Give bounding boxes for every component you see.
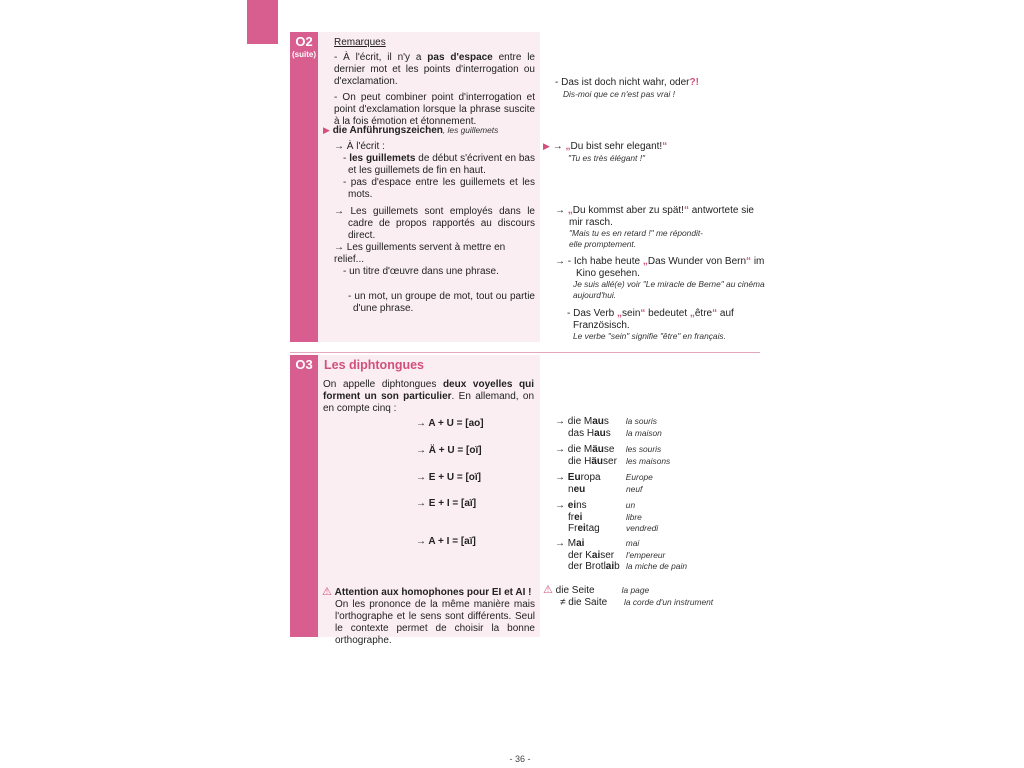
- ecrit-bullet-1: - les guillemets de début s'écrivent en bas et les guillemets de fin en haut.: [343, 153, 535, 176]
- diphtong-example-4: → eins un frei libre Freitag vendredi: [555, 500, 659, 534]
- rule-1: → A + U = [ao]: [416, 418, 484, 429]
- diphtong-example-1: → die Maus la souris das Haus la maison: [555, 416, 662, 439]
- remarque-1: - À l'écrit, il n'y a pas d'espace entre le dernier mot et les points d'interrogation ou d'exclamation.: [334, 52, 535, 87]
- example-2: ▶ → „Du bist sehr elegant!“ "Tu es très élégant !": [543, 141, 668, 163]
- remarques-block: [334, 37, 535, 128]
- diphtong-intro: On appelle diphtongues deux voyelles qui forment un son particulier. En allemand, on en compte cinq :: [323, 379, 535, 414]
- section-02-suite: (suite): [292, 50, 316, 59]
- rule-4: → E + I = [aï]: [416, 498, 477, 509]
- warning-icon: ⚠: [322, 586, 332, 598]
- rule-3: → E + U = [oï]: [416, 472, 482, 483]
- remarques-title: Remarques: [334, 37, 386, 48]
- relief-bullet-1: - un titre d'œuvre dans une phrase.: [343, 266, 499, 277]
- relief-bullet-2: - un mot, un groupe de mot, tout ou partie d'une phrase.: [348, 291, 535, 314]
- homophone-examples: ⚠ die Seite la page ≠ die Saite la corde d'un instrument: [543, 584, 714, 608]
- rule-2: → Ä + U = [oï]: [416, 445, 482, 456]
- relief-block: [334, 242, 535, 315]
- section-divider: [290, 352, 760, 353]
- relief-title: → Les guillements servent à mettre en relief...: [334, 242, 506, 265]
- diphtong-example-2: → die Mäuse les souris die Häuser les maisons: [555, 444, 671, 467]
- corner-tab: [247, 0, 278, 44]
- ecrit-block: [334, 141, 535, 201]
- ecrit-title: → À l'écrit :: [334, 141, 385, 152]
- warning-icon: ⚠: [543, 584, 553, 596]
- example-1: - Das ist doch nicht wahr, oder?! Dis-moi que ce n'est pas vrai !: [555, 77, 699, 99]
- example-5: - Das Verb „sein“ bedeutet „être“ auf Französisch. Le verbe "sein" signifie "être" en français.: [567, 308, 734, 341]
- warning-block: ⚠ Attention aux homophones pour EI et AI ! On les prononce de la même manière mais l'orthographe et le sens sont différents. Seul le contexte permet de choisir la bonne orthographe.: [322, 586, 535, 646]
- section-03-title: Les diphtongues: [324, 358, 424, 372]
- example-3: → „Du kommst aber zu spät!“ antwortete sie mir rasch. "Mais tu es en retard !" me répondit-elle promptement.: [555, 205, 754, 249]
- section-02-sidebar: [290, 32, 318, 342]
- diphtong-example-5: → Mai mai der Kaiser l'empereur der Brotlaib la miche de pain: [555, 538, 687, 572]
- ecrit-bullet-2: - pas d'espace entre les guillemets et les mots.: [343, 177, 535, 200]
- example-4: → - Ich habe heute „Das Wunder von Bern“ im Kino gesehen. Je suis allé(e) voir "Le miracle de Berne" au cinéma aujourd'hui.: [555, 256, 765, 300]
- triangle-bullet-icon: ▶: [323, 125, 330, 135]
- guillemets-heading: ▶ die Anführungszeichen, les guillemets: [323, 125, 499, 136]
- cadre-text: → Les guillemets sont employés dans le cadre de propos rapportés au discours direct.: [334, 206, 535, 241]
- triangle-bullet-icon: ▶: [543, 141, 550, 151]
- section-02-number: O2: [295, 34, 313, 49]
- remarque-2: - On peut combiner point d'interrogation et point d'exclamation lorsque la phrase suscite à la fois émotion et étonnement.: [334, 92, 535, 127]
- page-number: - 36 -: [509, 754, 531, 764]
- rule-5: → A + I = [aï]: [416, 536, 476, 547]
- section-03-number: O3: [295, 357, 313, 372]
- section-03-sidebar: [290, 355, 318, 637]
- diphtong-example-3: → Europa Europe neu neuf: [555, 472, 653, 495]
